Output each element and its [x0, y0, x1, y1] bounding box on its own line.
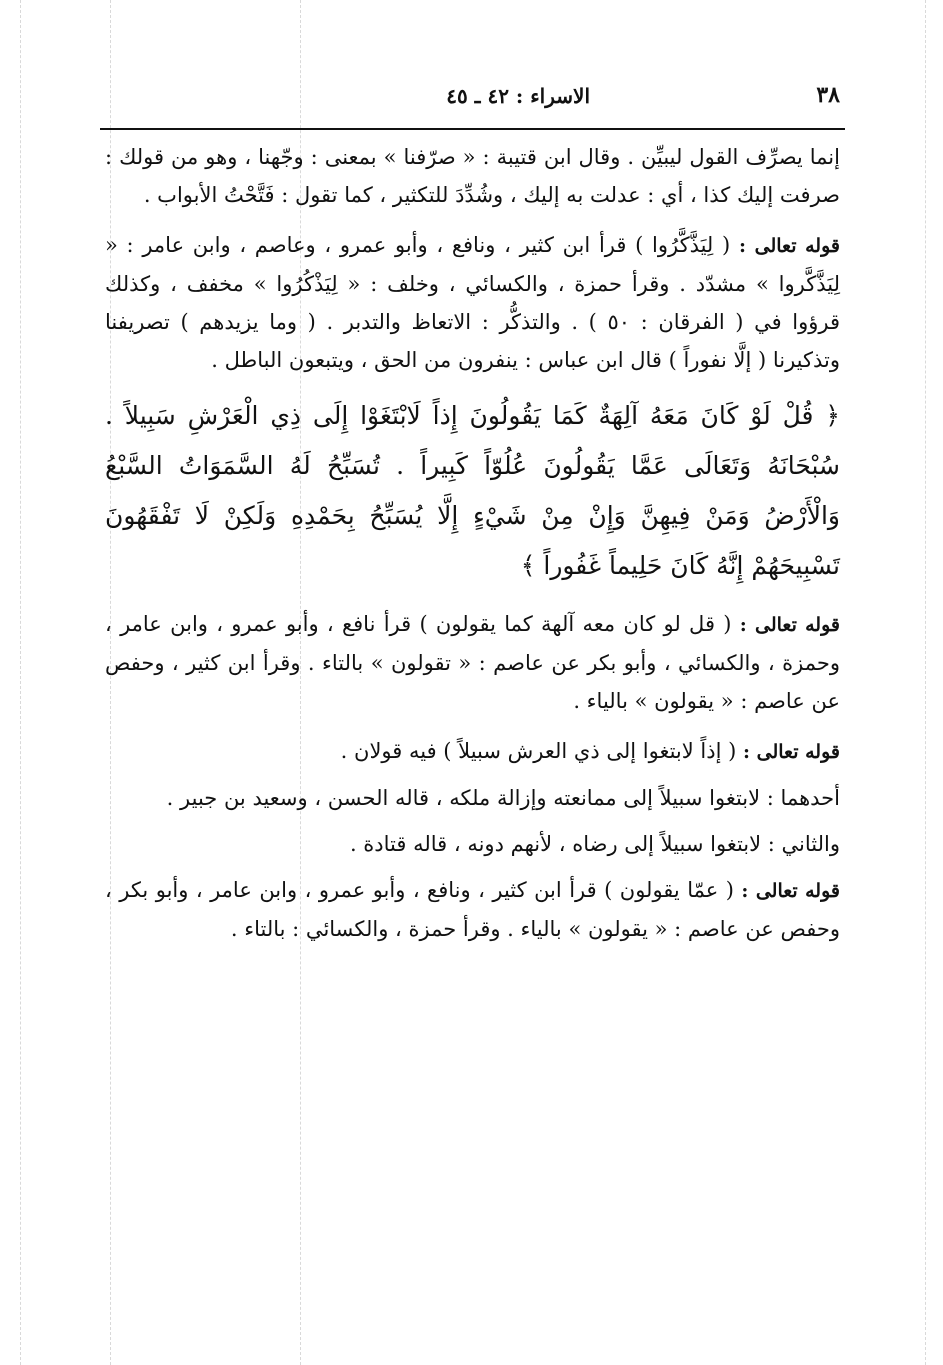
- paragraph-text: إنما يصرِّف القول ليبيِّن . وقال ابن قتيبة : « صرّفنا » بمعنى : وجّهنا ، وهو من قولك : صرفت إليك كذا ، أي : عدلت به إليك ، وشُدِّدَ للتكثير ، كما تقول : فَتَّحْتُ الأبواب .: [105, 145, 840, 207]
- page-header: [100, 82, 840, 122]
- commentary-paragraph: [105, 605, 840, 720]
- paragraph-text: ( لِيَذَّكَّرُوا ) قرأ ابن كثير ، ونافع ، وأبو عمرو ، وعاصم ، وابن عامر : « لِيَذَّكَّروا » مشدّد . وقرأ حمزة ، والكسائي ، وخلف : « لِيَذْكُرُوا » مخفف ، وكذلك قرؤوا في ( الفرقان : ٥٠ ) . والتذكُّر : الاتعاظ والتدبر . ( وما يزيدهم ) تصريفنا وتذكيرنا ( إلَّا نفوراً ) قال ابن عباس : ينفرون من الحق ، ويتبعون الباطل .: [105, 233, 841, 372]
- commentary-paragraph: [105, 825, 840, 863]
- scan-fold-line: [925, 0, 926, 1365]
- paragraph-text: أحدهما : لابتغوا سبيلاً إلى ممانعته وإزالة ملكه ، قاله الحسن ، وسعيد بن جبير .: [166, 786, 840, 810]
- commentary-paragraph: [105, 732, 840, 771]
- page-number: ٣٨: [816, 82, 840, 108]
- paragraph-text: ( عمّا يقولون ) قرأ ابن كثير ، ونافع ، وأبو عمرو ، وابن عامر ، وأبو بكر ، وحفص عن عاصم : « يقولون » بالياء . وقرأ حمزة ، والكسائي : بالتاء .: [105, 878, 840, 941]
- paragraph-liyadhakkaru: [105, 226, 840, 379]
- paragraph-lead: قوله تعالى :: [738, 235, 840, 257]
- paragraph-text: ( قل لو كان معه آلهة كما يقولون ) قرأ نافع ، وأبو عمرو ، وابن عامر ، وحمزة ، والكسائي ، وأبو بكر عن عاصم : « تقولون » بالتاء . وقرأ ابن كثير ، وحفص عن عاصم : « يقولون » بالياء .: [105, 612, 840, 713]
- header-rule: [100, 128, 845, 130]
- paragraph-lead: قوله تعالى :: [743, 741, 840, 763]
- paragraph-lead: قوله تعالى :: [739, 614, 840, 636]
- scan-fold-line: [20, 0, 21, 1365]
- paragraph-tasrif: [105, 138, 840, 214]
- paragraph-text: ( إذاً لابتغوا إلى ذي العرش سبيلاً ) فيه قولان .: [340, 739, 737, 763]
- page-body: [105, 138, 840, 960]
- commentary-paragraph: [105, 779, 840, 817]
- commentary-paragraph: [105, 871, 840, 948]
- quran-verse: ﴿ قُلْ لَوْ كَانَ مَعَهُ آلِهَةٌ كَمَا يَقُولُونَ إِذاً لَابْتَغَوْا إِلَى ذِي الْعَرْشِ سَبِيلاً . سُبْحَانَهُ وَتَعَالَى عَمَّا يَقُولُونَ عُلُوّاً كَبِيراً . تُسَبِّحُ لَهُ السَّمَوَاتُ السَّبْعُ وَالْأَرْضُ وَمَنْ فِيهِنَّ وَإِنْ مِنْ شَيْءٍ إِلَّا يُسَبِّحُ بِحَمْدِهِ وَلَكِنْ لَا تَفْقَهُونَ تَسْبِيحَهُمْ إِنَّهُ كَانَ حَلِيماً غَفُوراً ﴾: [105, 401, 840, 580]
- running-title: الاسراء : ٤٢ ـ ٤٥: [446, 84, 590, 108]
- paragraph-lead: قوله تعالى :: [741, 880, 840, 902]
- paragraph-text: والثاني : لابتغوا سبيلاً إلى رضاه ، لأنهم دونه ، قاله قتادة .: [349, 832, 840, 856]
